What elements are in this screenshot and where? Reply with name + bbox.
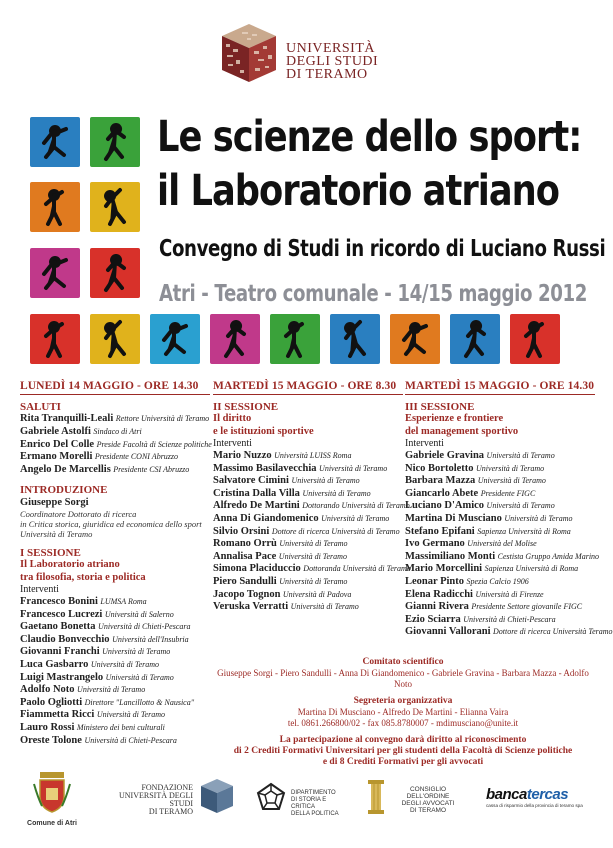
- football-tile: [90, 117, 140, 167]
- speaker-name: Elena Radicchi: [405, 588, 473, 600]
- tennis-tile: [90, 314, 140, 364]
- university-line-2: DEGLI STUDI: [286, 54, 379, 69]
- speaker-role: Università di Teramo: [102, 647, 171, 657]
- interventi-label: Interventi: [213, 437, 252, 449]
- speaker-name: Lauro Rossi: [20, 721, 75, 733]
- fondazione-logo: [95, 778, 235, 818]
- speaker-name: Romano Orrù: [213, 538, 277, 550]
- speaker-name: Gabriele Astolfi: [20, 426, 91, 437]
- speaker-role: Università di Teramo: [291, 476, 360, 486]
- speaker-role: Università di Teramo: [319, 463, 388, 473]
- fondazione-line-1: FONDAZIONE: [141, 783, 193, 792]
- ordine-avvocati-logo: [368, 778, 468, 822]
- ordine-line-3: DI TERAMO: [410, 807, 446, 814]
- speaker-role: Università di Teramo: [96, 710, 165, 720]
- section-saluti: SALUTI: [20, 401, 61, 414]
- speaker-row: [20, 439, 210, 452]
- speaker-row: [405, 563, 595, 576]
- speaker-role: Università di Teramo: [486, 501, 555, 511]
- athlete-icon: [90, 248, 140, 298]
- segreteria-heading: Segreteria organizzativa: [353, 696, 453, 706]
- athlete-icon: [30, 182, 80, 232]
- speaker-row: [213, 513, 403, 526]
- university-name: [286, 42, 378, 81]
- speaker-row: [20, 646, 210, 659]
- cycling-tile: [90, 248, 140, 298]
- speaker-role: Università di Teramo: [302, 488, 371, 498]
- speaker-name: Giovanni Franchi: [20, 646, 100, 658]
- hockey-tile: [30, 314, 80, 364]
- speaker-row: [405, 538, 595, 551]
- speaker-role: LUMSA Roma: [100, 596, 147, 606]
- intro-note-3: Università di Teramo: [20, 529, 93, 540]
- speaker-name: Salvatore Cimini: [213, 475, 289, 487]
- title-line-1: Le scienze dello sport:: [157, 112, 582, 162]
- athlete-icon: [90, 314, 140, 364]
- speaker-row: [20, 413, 210, 426]
- speaker-role: Dottorando Università di Teramo: [302, 501, 410, 511]
- comune-atri-label: Comune di Atri: [27, 820, 77, 827]
- speaker-row: [213, 450, 403, 463]
- session-title-1: Il Laboratorio atriano: [20, 559, 120, 571]
- intro-speaker: [20, 497, 210, 510]
- speaker-row: [20, 709, 210, 722]
- speaker-role: Università di Teramo: [278, 551, 347, 561]
- speaker-row: [213, 500, 410, 513]
- saluti-list: [20, 413, 210, 476]
- speaker-name: Rita Tranquilli-Leali: [20, 413, 114, 425]
- tercas-word: tercas: [526, 786, 569, 803]
- speaker-row: [405, 550, 600, 564]
- speaker-name: Giovanni Vallorani: [405, 626, 491, 638]
- speaker-role: Università di Teramo: [477, 476, 546, 486]
- dipartimento-line-3: DELLA POLITICA: [291, 811, 339, 817]
- basketball-tile: [30, 182, 80, 232]
- banca-tagline: cassa di risparmio della provincia di teramo spa: [486, 803, 583, 808]
- shot-put-tile: [510, 314, 560, 364]
- comitato-heading: Comitato scientifico: [362, 657, 444, 667]
- speaker-row: [213, 563, 411, 576]
- dance-tile: [30, 248, 80, 298]
- speaker-list: [20, 596, 210, 747]
- speaker-name: Gaetano Bonetta: [20, 621, 96, 633]
- speaker-role: Università di Teramo: [279, 576, 348, 586]
- speaker-role: Università di Teramo: [504, 513, 573, 523]
- university-line-3: DI TERAMO: [286, 67, 368, 82]
- intro-note-1: Coordinatore Dottorato di ricerca: [20, 509, 137, 520]
- speaker-row: [405, 526, 595, 539]
- crediti-line-2: di 2 Crediti Formativi Universitari per gli studenti della Facoltà di Scienze politiche: [233, 746, 573, 756]
- speaker-row: [213, 526, 403, 539]
- speaker-name: Massimo Basilavecchia: [213, 462, 317, 474]
- speaker-name: Leonar Pinto: [405, 575, 465, 587]
- speaker-role: Università di Teramo: [90, 659, 160, 669]
- speaker-name: Adolfo Noto: [20, 684, 75, 696]
- speaker-name: Simona Placiduccio: [213, 563, 301, 575]
- speaker-name: Oreste Tolone: [20, 734, 82, 746]
- dodecahedron-icon: [255, 782, 287, 814]
- speaker-row: [213, 576, 403, 589]
- section-third-session: III SESSIONE: [405, 401, 475, 414]
- speaker-name: Giuseppe Sorgi: [20, 496, 89, 508]
- speaker-name: Gianni Rivera: [405, 601, 469, 613]
- session-title-2: e le istituzioni sportive: [213, 425, 314, 437]
- speaker-name: Barbara Mazza: [405, 475, 476, 487]
- coat-of-arms-icon: [32, 770, 72, 814]
- dipartimento-logo: [255, 780, 350, 816]
- athlete-icon: [90, 117, 140, 167]
- speaker-row: [405, 500, 595, 513]
- horse-racing-tile: [270, 314, 320, 364]
- speaker-name: Mario Morcellini: [405, 563, 483, 575]
- skiing-tile: [450, 314, 500, 364]
- fondazione-line-3: DI TERAMO: [148, 807, 193, 816]
- column-tuesday-afternoon: [405, 380, 613, 639]
- speaker-role: Dottoranda Università di Teramo: [303, 564, 411, 574]
- speaker-name: Martina Di Musciano: [405, 512, 502, 524]
- speaker-role: Presidente CSI Abruzzo: [113, 464, 190, 474]
- speaker-name: Alfredo De Martini: [213, 500, 300, 512]
- speaker-role: Università di Teramo: [321, 513, 390, 523]
- speaker-role: Università di Padova: [282, 589, 352, 599]
- speaker-row: [20, 596, 210, 609]
- speaker-row: [213, 538, 403, 551]
- athlete-icon: [210, 314, 260, 364]
- speaker-row: [20, 426, 210, 439]
- speaker-role: Università di Teramo: [476, 463, 545, 473]
- fencing-tile: [210, 314, 260, 364]
- speaker-row: [20, 609, 210, 622]
- university-line-1: UNIVERSITÀ: [286, 41, 375, 56]
- university-logo: [218, 22, 598, 82]
- speaker-row: [20, 722, 210, 735]
- speaker-role: Presidente Settore giovanile FIGC: [471, 602, 583, 612]
- section-second-session: II SESSIONE: [213, 401, 279, 414]
- speaker-row: [20, 634, 210, 647]
- banca-word: banca: [486, 786, 527, 803]
- speaker-row: [405, 626, 613, 639]
- subtitle: Convegno di Studi in ricordo di Luciano Russi: [159, 236, 606, 262]
- speaker-row: [213, 589, 403, 602]
- speaker-role: Università di Teramo: [290, 602, 359, 612]
- athlete-icon: [450, 314, 500, 364]
- speaker-role: Sindaco di Atri: [93, 427, 142, 436]
- ordine-line-1: CONSIGLIO DELL'ORDINE: [406, 786, 450, 800]
- speaker-name: Veruska Verratti: [213, 601, 289, 613]
- speaker-name: Annalisa Pace: [213, 550, 277, 562]
- speaker-name: Francesco Lucrezi: [20, 608, 103, 620]
- speaker-name: Paolo Ogliotti: [20, 696, 83, 708]
- intro-note-2: in Critica storica, giuridica ed economica dello sport: [20, 519, 202, 530]
- speaker-row: [20, 451, 210, 464]
- speaker-name: Mario Nuzzo: [213, 450, 272, 462]
- speaker-role: Università dell'Insubria: [112, 634, 189, 644]
- speaker-role: Università di Chieti-Pescara: [84, 735, 177, 745]
- speaker-name: Luca Gasbarro: [20, 658, 89, 670]
- speaker-name: Fiammetta Ricci: [20, 709, 95, 721]
- athlete-icon: [150, 314, 200, 364]
- comitato-names: Giuseppe Sorgi - Piero Sandulli - Anna Di Giandomenico - Gabriele Gravina - Barbara Mazza - Adolfo Noto: [217, 668, 589, 689]
- martial-arts-tile: [390, 314, 440, 364]
- comune-atri-logo: [22, 770, 82, 830]
- speaker-name: Ermano Morelli: [20, 451, 93, 463]
- speaker-role: Università del Molise: [467, 539, 537, 549]
- speaker-name: Angelo De Marcellis: [20, 463, 111, 475]
- athlete-icon: [90, 182, 140, 232]
- crediti-line-3: e di 8 Crediti Formativi per gli avvocati: [322, 757, 484, 767]
- speaker-name: Piero Sandulli: [213, 575, 277, 587]
- athlete-icon: [330, 314, 380, 364]
- speaker-row: [20, 464, 210, 477]
- swimming-tile: [330, 314, 380, 364]
- speaker-name: Silvio Orsini: [213, 525, 270, 537]
- fondazione-cube-icon: [199, 778, 235, 814]
- speaker-role: Università di Teramo: [486, 451, 555, 461]
- speaker-role: Cestista Gruppo Amida Marino: [497, 551, 600, 561]
- fondazione-line-2: UNIVERSITÀ DEGLI STUDI: [119, 791, 193, 808]
- speaker-role: Università di Teramo: [77, 685, 146, 695]
- ordine-line-2: DEGLI AVVOCATI: [401, 800, 455, 807]
- speaker-name: Gabriele Gravina: [405, 450, 485, 462]
- athlete-icon: [30, 117, 80, 167]
- speaker-row: [20, 697, 210, 710]
- speaker-row: [405, 513, 595, 526]
- speaker-name: Anna Di Giandomenico: [213, 512, 319, 524]
- speaker-role: Università di Firenze: [475, 589, 544, 599]
- section-first-session: I SESSIONE: [20, 547, 81, 560]
- speaker-row: [405, 589, 595, 602]
- speaker-role: Presidente CONI Abruzzo: [94, 452, 179, 462]
- athlete-icon: [30, 248, 80, 298]
- speaker-name: Cristina Dalla Villa: [213, 487, 300, 499]
- speaker-role: Preside Facoltà di Scienze politiche: [96, 439, 212, 449]
- speaker-name: Jacopo Tognon: [213, 588, 281, 600]
- speaker-role: Rettore Università di Teramo: [115, 414, 210, 424]
- section-introduzione: INTRODUZIONE: [20, 484, 108, 497]
- interventi-label: Interventi: [20, 583, 59, 595]
- venue: Atri - Teatro comunale - 14/15 maggio 2012: [159, 281, 587, 307]
- dipartimento-line-2: DI STORIA E CRITICA: [291, 797, 327, 810]
- speaker-row: [405, 463, 595, 476]
- speaker-row: [20, 735, 210, 748]
- title-line-2: il Laboratorio atriano: [157, 166, 560, 216]
- speaker-name: Ivo Germano: [405, 538, 465, 550]
- speaker-name: Enrico Del Colle: [20, 438, 95, 450]
- speaker-row: [405, 475, 595, 488]
- column-heading: MARTEDÌ 15 MAGGIO - ORE 8.30: [213, 380, 403, 395]
- speaker-row: [213, 551, 403, 564]
- speaker-row: [20, 621, 210, 634]
- speaker-row: [213, 475, 403, 488]
- column-icon: [368, 780, 384, 814]
- speaker-name: Massimiliano Monti: [405, 550, 496, 562]
- speaker-role: Dottore di ricerca Università Teramo: [493, 627, 613, 637]
- speaker-name: Nico Bortoletto: [405, 462, 474, 474]
- athlete-icon: [270, 314, 320, 364]
- session-title-1: Esperienze e frontiere: [405, 413, 504, 425]
- segreteria-names: Martina Di Musciano - Alfredo De Martini - Elianna Vaira: [297, 707, 509, 717]
- university-cube-icon: [218, 22, 280, 84]
- speaker-row: [405, 450, 595, 463]
- speaker-name: Francesco Bonini: [20, 595, 98, 607]
- interventi-label: Interventi: [405, 437, 444, 449]
- column-tuesday-morning: [213, 380, 411, 614]
- banca-tercas-logo: [486, 786, 586, 816]
- session-title-2: tra filosofia, storia e politica: [20, 571, 146, 583]
- speaker-role: Università LUISS Roma: [274, 451, 352, 461]
- speaker-row: [20, 672, 210, 685]
- speaker-role: Università di Teramo: [279, 539, 348, 549]
- speaker-row: [405, 601, 595, 614]
- speaker-name: Luigi Mastrangelo: [20, 671, 104, 683]
- speaker-role: Direttore "Lancillotto & Nausica": [84, 697, 195, 707]
- dipartimento-line-1: DIPARTIMENTO: [291, 790, 336, 796]
- speaker-role: Sapienza Università di Roma: [484, 564, 579, 574]
- contacts: tel. 0861.266800/02 - fax 085.8780007 - mdimusciano@unite.it: [287, 718, 519, 728]
- speaker-role: Presidente FIGC: [480, 488, 536, 498]
- speaker-role: Università di Salerno: [104, 609, 174, 619]
- column-heading: MARTEDÌ 15 MAGGIO - ORE 14.30: [405, 380, 595, 395]
- speaker-row: [213, 488, 403, 501]
- athlete-icon: [390, 314, 440, 364]
- athlete-icon: [510, 314, 560, 364]
- high-jump-tile: [30, 117, 80, 167]
- speaker-row: [405, 488, 595, 501]
- speaker-name: Claudio Bonvecchio: [20, 633, 110, 645]
- speaker-name: Luciano D'Amico: [405, 500, 485, 512]
- info-block: [213, 657, 593, 768]
- speaker-name: Ezio Sciarra: [405, 613, 461, 625]
- speaker-role: Università di Teramo: [105, 672, 174, 682]
- speaker-name: Stefano Epifani: [405, 525, 475, 537]
- session-title-1: Il diritto: [213, 413, 252, 425]
- speaker-role: Ministero dei beni culturali: [76, 722, 165, 732]
- column-monday: [20, 380, 210, 747]
- speaker-role: Sapienza Università di Roma: [477, 526, 571, 536]
- speaker-name: Giancarlo Abete: [405, 487, 479, 499]
- speaker-row: [405, 614, 595, 627]
- speaker-role: Spezia Calcio 1906: [466, 576, 529, 586]
- skating-tile: [150, 314, 200, 364]
- speaker-row: [213, 601, 403, 614]
- speaker-row: [405, 576, 595, 589]
- speaker-row: [213, 463, 403, 476]
- athlete-icon: [30, 314, 80, 364]
- crediti-line-1: La partecipazione al convegno darà diritto al riconoscimento: [279, 735, 527, 745]
- gymnastics-tile: [90, 182, 140, 232]
- column-heading: LUNEDÌ 14 MAGGIO - ORE 14.30: [20, 380, 210, 395]
- speaker-role: Dottore di ricerca Università di Teramo: [271, 526, 400, 536]
- speaker-role: Università di Chieti-Pescara: [463, 614, 556, 624]
- speaker-list: [213, 450, 411, 614]
- speaker-role: Università di Chieti-Pescara: [98, 622, 191, 632]
- session-title-2: del management sportivo: [405, 425, 519, 437]
- speaker-row: [20, 659, 210, 672]
- speaker-list: [405, 450, 613, 639]
- speaker-row: [20, 684, 210, 697]
